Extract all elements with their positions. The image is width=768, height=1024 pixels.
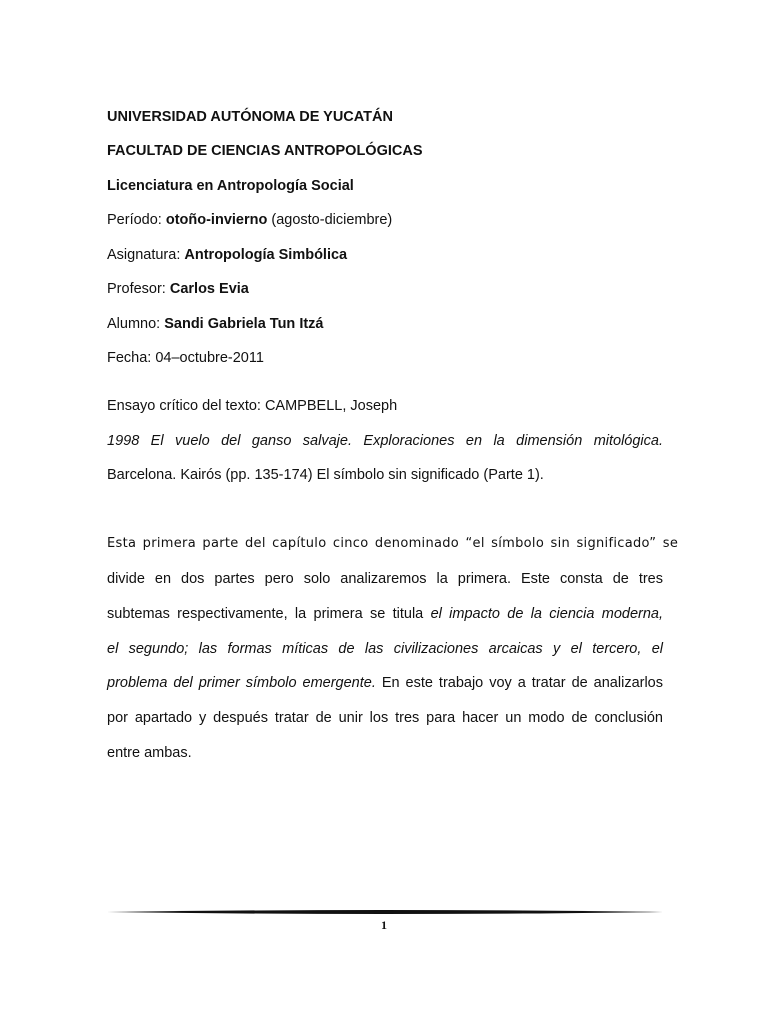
body-line-1: Esta primera parte del capítulo cinco denominado “el símbolo sin significado” se	[107, 536, 679, 551]
date-line: Fecha: 04–octubre-2011	[107, 350, 264, 366]
period-line	[107, 211, 663, 229]
professor-line	[107, 280, 663, 298]
period-label: Período:	[107, 212, 166, 228]
page-number: 1	[381, 918, 387, 932]
subject-value: Antropología Simbólica	[184, 247, 348, 263]
body-line-6: por apartado y después tratar de unir los tres para hacer un modo de conclusión	[107, 710, 663, 726]
body-line-4: el segundo; las formas míticas de las civilizaciones arcaicas y el tercero, el	[107, 641, 663, 657]
body-line-3-italic: el impacto de la ciencia moderna,	[430, 606, 664, 622]
professor-value: Carlos Evia	[169, 281, 249, 297]
degree-heading: Licenciatura en Antropología Social	[107, 178, 354, 194]
body-line-3-text: subtemas respectivamente, la primera se titula	[107, 606, 431, 622]
student-value: Sandi Gabriela Tun Itzá	[164, 316, 324, 332]
body-line-5-text: En este trabajo voy a tratar de analizarlos	[375, 675, 663, 691]
body-line-5	[107, 674, 663, 692]
subject-label: Asignatura:	[107, 247, 185, 263]
body-line-2: divide en dos partes pero solo analizaremos la primera. Este consta de tres	[107, 571, 663, 587]
period-extra: (agosto-diciembre)	[267, 212, 393, 228]
body-line-7: entre ambas.	[107, 745, 192, 761]
body-line-5-italic: problema del primer símbolo emergente.	[107, 675, 376, 691]
reference-line-1: Ensayo crítico del texto: CAMPBELL, Joseph	[107, 398, 398, 414]
period-value: otoño-invierno	[165, 212, 268, 228]
reference-line-2: 1998 El vuelo del ganso salvaje. Exploraciones en la dimensión mitológica.	[107, 433, 663, 449]
body-line-3	[107, 605, 663, 623]
reference-line-3: Barcelona. Kairós (pp. 135-174) El símbolo sin significado (Parte 1).	[107, 467, 544, 483]
student-label: Alumno:	[107, 316, 165, 332]
student-line	[107, 315, 663, 333]
faculty-heading: FACULTAD DE CIENCIAS ANTROPOLÓGICAS	[107, 143, 423, 159]
subject-line	[107, 246, 663, 264]
footer-rule	[107, 909, 663, 915]
university-heading: UNIVERSIDAD AUTÓNOMA DE YUCATÁN	[107, 109, 393, 125]
professor-label: Profesor:	[107, 281, 170, 297]
